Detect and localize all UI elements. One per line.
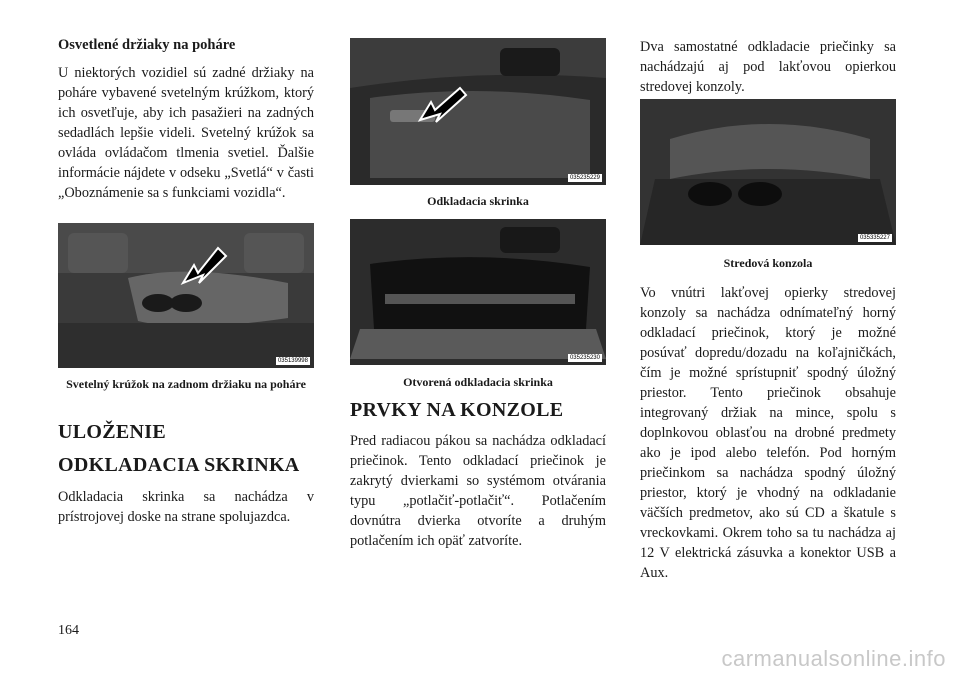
photo-glovebox-graphic bbox=[350, 38, 606, 185]
paragraph-cupholders: U niektorých vozidiel sú zadné držiaky na poháre vybavené svetelným krúžkom, ktorý ich osvetľuje, aby ich pasažieri na zadných sedadlách lepšie videli. Svetelný krúžok sa ovláda ovládačom tlmenia svetiel. Ďalšie informácie nájdete v odseku „Svetlá“ v časti „Oboznámenie sa s funkciami vozidla“. bbox=[58, 65, 314, 201]
photo-center-console-graphic bbox=[640, 99, 896, 245]
photo-glovebox-open bbox=[350, 219, 606, 365]
photo-center-console bbox=[640, 99, 896, 245]
figure-code: 035335227 bbox=[859, 235, 890, 241]
figure-caption: Odkladacia skrinka bbox=[427, 194, 529, 208]
photo-rear-cupholder bbox=[58, 223, 314, 368]
page-number: 164 bbox=[58, 623, 79, 638]
figure-caption: Svetelný krúžok na zadnom držiaku na poháre bbox=[66, 377, 306, 391]
paragraph-armrest-intro: Dva samostatné odkladacie priečinky sa nachádzajú aj pod lakťovou opierkou stredovej konzoly. bbox=[640, 39, 896, 95]
figure-code: 035235230 bbox=[569, 355, 600, 361]
photo-glovebox bbox=[350, 38, 606, 185]
figure-caption: Stredová konzola bbox=[723, 256, 813, 270]
photo-rear-cupholder-graphic bbox=[58, 223, 314, 368]
section-heading-console: PRVKY NA KONZOLE bbox=[350, 399, 564, 421]
paragraph-glovebox: Odkladacia skrinka sa nachádza v prístrojovej doske na strane spolujazdca. bbox=[58, 489, 314, 525]
figure-caption: Otvorená odkladacia skrinka bbox=[403, 375, 553, 389]
watermark: carmanualsonline.info bbox=[721, 646, 946, 671]
paragraph-console: Pred radiacou pákou sa nachádza odkladací priečinok. Tento odkladací priečinok je zakrytý dvierkami so systémom otvárania typu „potlačiť-potlačiť“. Potlačením dovnútra dvierka otvoríte a druhým potlačením ich opäť zatvoríte. bbox=[350, 433, 606, 549]
section-heading: ULOŽENIE bbox=[58, 421, 166, 443]
figure-code: 035139998 bbox=[277, 358, 308, 364]
figure-code: 035235229 bbox=[569, 175, 600, 181]
subheading-cupholders: Osvetlené držiaky na poháre bbox=[58, 37, 236, 53]
section-heading-glovebox: ODKLADACIA SKRINKA bbox=[58, 454, 300, 476]
photo-glovebox-open-graphic bbox=[350, 219, 606, 365]
paragraph-armrest: Vo vnútri lakťovej opierky stredovej konzoly sa nachádza odnímateľný horný odkladací priečinok, ktorý je možné posúvať dopredu/dozadu na koľajničkách, čím je možné sprístupniť spodný úložný priestor. Tento priečinok obsahuje integrovaný držiak na mince, spolu s doplnkovou oblasťou na drobné predmety ako je ipod alebo telefón. Pod horným priečinkom sa nachádza spodný úložný priestor, ktorý je vhodný na odkladanie väčších predmetov, ako sú CD a škatule s vreckovkami. Okrem toho sa tu nachádza aj 12 V elektrická zásuvka a konektor USB a Aux. bbox=[640, 285, 896, 581]
